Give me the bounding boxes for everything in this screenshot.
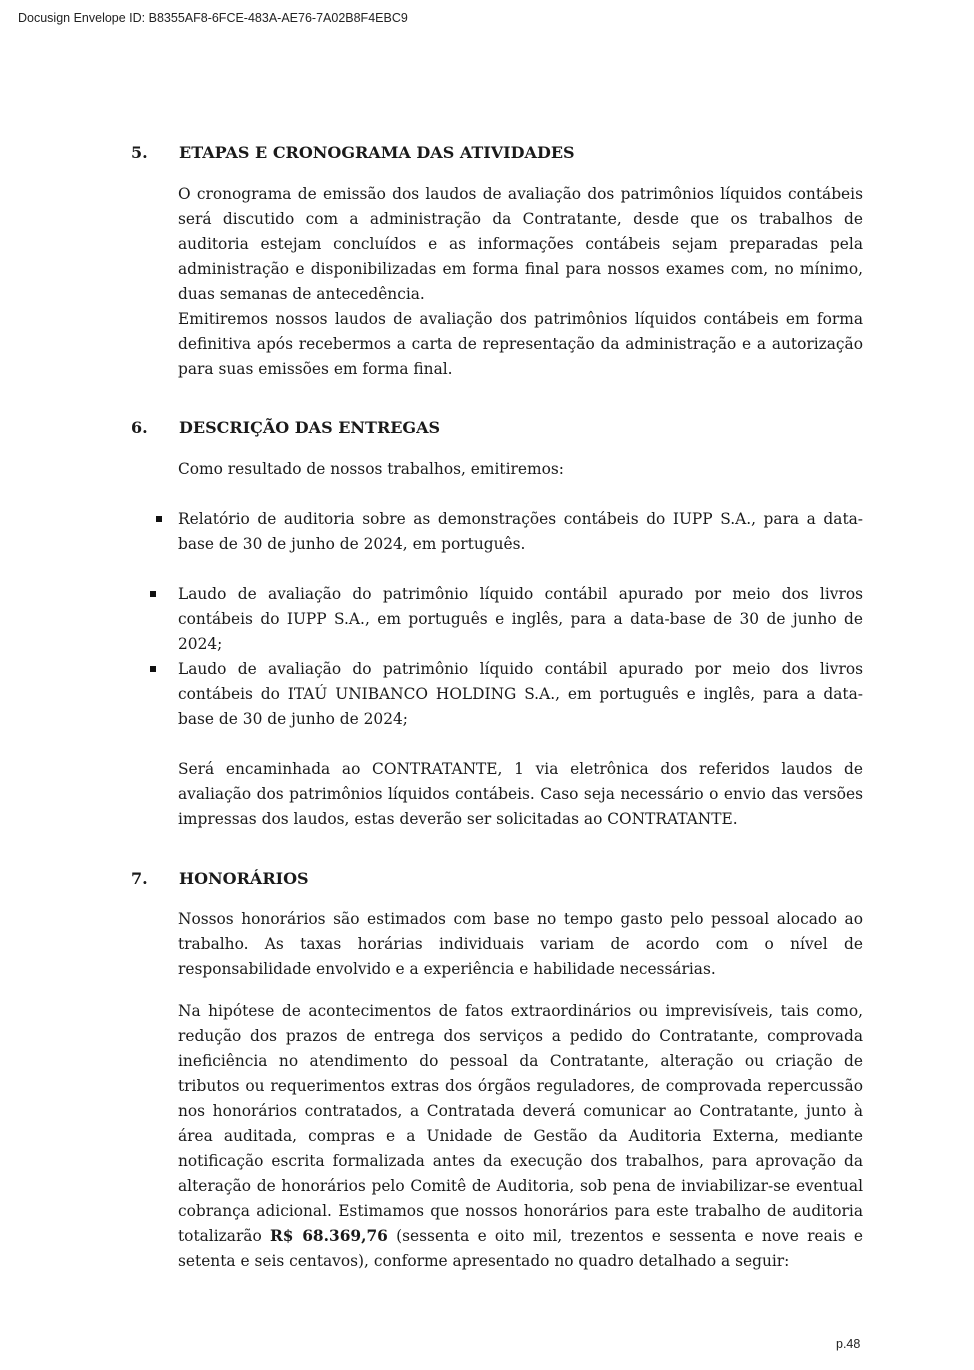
section-5-paragraph-2: Emitiremos nossos laudos de avaliação dos patrimônios líquidos contábeis em forma definitiva após recebermos a carta de representação da administração e a autorização para suas emissões em forma final.: [178, 310, 863, 378]
section-6-intro: Como resultado de nossos trabalhos, emitiremos:: [178, 460, 564, 478]
deliverable-item-1: Relatório de auditoria sobre as demonstrações contábeis do IUPP S.A., para a data-base de 30 de junho de 2024, em português.: [178, 510, 863, 553]
bullet-marker: [150, 591, 156, 597]
fee-amount: R$ 68.369,76: [270, 1227, 388, 1245]
envelope-id: Docusign Envelope ID: B8355AF8-6FCE-483A-AE76-7A02B8F4EBC9: [18, 11, 408, 25]
section-6-closing: Será encaminhada ao CONTRATANTE, 1 via eletrônica dos referidos laudos de avaliação dos patrimônios líquidos contábeis. Caso seja necessário o envio das versões impressas dos laudos, estas deverão ser solicitadas ao CONTRATANTE.: [178, 760, 863, 828]
section-number: 5.: [131, 143, 148, 162]
section-title: DESCRIÇÃO DAS ENTREGAS: [179, 418, 441, 437]
section-title: ETAPAS E CRONOGRAMA DAS ATIVIDADES: [179, 143, 575, 162]
bullet-marker: [150, 666, 156, 672]
bullet-marker: [156, 516, 162, 522]
section-7-paragraph-1: Nossos honorários são estimados com base no tempo gasto pelo pessoal alocado ao trabalho. As taxas horárias individuais variam de acordo com o nível de responsabilidade envolvido e a experiência e habilidade necessárias.: [178, 910, 863, 978]
page-number: p.48: [836, 1337, 861, 1351]
section-number: 7.: [131, 869, 148, 888]
section-5-paragraph-1: O cronograma de emissão dos laudos de avaliação dos patrimônios líquidos contábeis será discutido com a administração da Contratante, desde que os trabalhos de auditoria estejam concluídos e as informações contábeis sejam preparadas pela administração e disponibilizadas em forma final para nossos exames com, no mínimo, duas semanas de antecedência.: [178, 185, 863, 303]
section-number: 6.: [131, 418, 148, 437]
deliverable-item-3: Laudo de avaliação do patrimônio líquido contábil apurado por meio dos livros contábeis do ITAÚ UNIBANCO HOLDING S.A., em português e inglês, para a data-base de 30 de junho de 2024;: [178, 660, 863, 728]
paragraph-text: Na hipótese de acontecimentos de fatos extraordinários ou imprevisíveis, tais como, redução dos prazos de entrega dos serviços a pedido do Contratante, comprovada ineficiência no atendimento do pessoal da Contratante, alteração ou criação de tributos ou requerimentos extras dos órgãos reguladores, de comprovada repercussão nos honorários contratados, a Contratada deverá comunicar ao Contratante, junto à área auditada, compras e a Unidade de Gestão da Auditoria Externa, mediante notificação escrita formalizada antes da execução dos trabalhos, para aprovação da alteração de honorários pelo Comitê de Auditoria, sob pena de inviabilizar-se eventual cobrança adicional. Estimamos que nossos honorários para este trabalho de auditoria totalizarão: [178, 1002, 863, 1245]
paragraph-text: (sessenta e oito mil, trezentos e sessenta e nove reais e setenta e seis centavos), conforme apresentado no quadro detalhado a seguir:: [178, 1227, 863, 1270]
deliverable-item-2: Laudo de avaliação do patrimônio líquido contábil apurado por meio dos livros contábeis do IUPP S.A., em português e inglês, para a data-base de 30 de junho de 2024;: [178, 585, 863, 653]
section-title: HONORÁRIOS: [179, 869, 309, 888]
section-7-paragraph-2: [178, 999, 863, 1274]
